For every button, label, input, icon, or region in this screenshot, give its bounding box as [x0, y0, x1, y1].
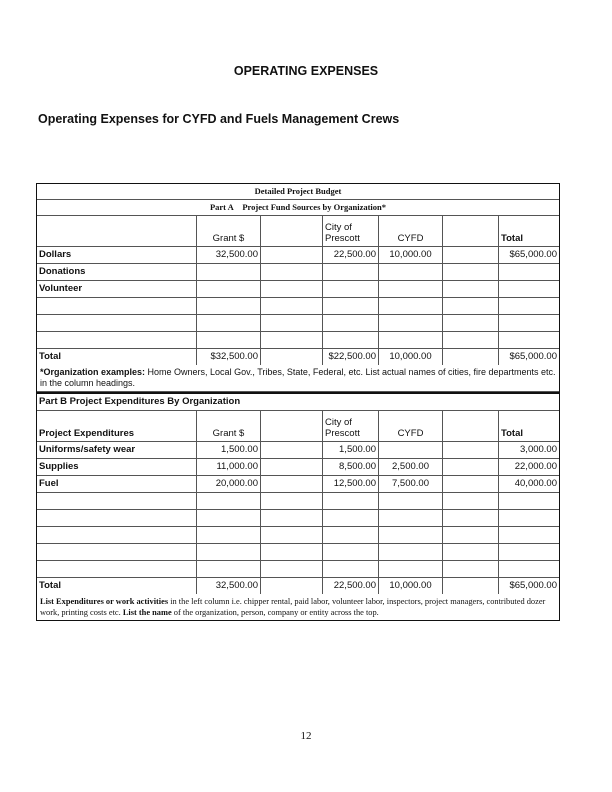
part-b-cell	[197, 561, 261, 577]
part-b-cell: 40,000.00	[514, 478, 557, 489]
part-a-cell	[443, 298, 499, 314]
part-a-cell	[443, 264, 499, 280]
part-b-row	[37, 527, 559, 544]
part-b-cell	[443, 578, 499, 594]
part-a-row	[37, 298, 559, 315]
part-b-cell	[443, 544, 499, 560]
part-a-label: Part A	[209, 202, 234, 212]
part-a-cell: $65,000.00	[509, 249, 557, 260]
part-b-cell	[443, 459, 499, 475]
section-heading: Operating Expenses for CYFD and Fuels Management Crews	[38, 112, 400, 126]
part-b-row-label: Total	[37, 578, 197, 594]
part-b-row-label: Supplies	[37, 459, 197, 475]
part-b-row	[37, 578, 559, 594]
part-a-cell	[443, 281, 499, 297]
part-b-cell: 22,000.00	[514, 461, 557, 472]
part-a-col-header-6: Total	[501, 233, 523, 244]
part-b-cell: 7,500.00	[379, 476, 443, 492]
part-b-cell	[261, 578, 323, 594]
part-a-cell	[261, 315, 323, 331]
part-b-cell	[261, 561, 323, 577]
part-b-cell	[443, 493, 499, 509]
part-a-row-label	[37, 332, 197, 348]
part-a-row-label: Total	[37, 349, 197, 365]
part-b-cell: $65,000.00	[509, 580, 557, 591]
part-b-cell	[443, 561, 499, 577]
part-a-cell	[499, 315, 559, 331]
part-a-cell	[379, 315, 443, 331]
part-a-row	[37, 349, 559, 365]
part-b-note-row	[37, 594, 559, 620]
part-a-note-text: Home Owners, Local Gov., Tribes, State, Federal, etc. List actual names of cities, fire departments etc. in the column headings.	[40, 367, 556, 388]
part-a-col-header-5	[443, 216, 499, 246]
part-b-cell	[323, 544, 379, 560]
part-b-cell	[323, 561, 379, 577]
part-a-cell	[379, 281, 443, 297]
part-a-cell	[261, 247, 323, 263]
part-b-cell: 32,500.00	[197, 578, 261, 594]
part-a-cell	[197, 298, 261, 314]
part-a-note	[37, 365, 559, 391]
part-b-cell	[261, 527, 323, 543]
part-b-cell	[443, 527, 499, 543]
part-a-cell	[379, 332, 443, 348]
part-b-title: Part B Project Expenditures By Organization	[39, 396, 241, 407]
part-b-cell	[379, 493, 443, 509]
part-b-cell	[197, 510, 261, 526]
part-b-cell	[499, 493, 559, 509]
part-b-cell	[379, 561, 443, 577]
part-a-title-row	[37, 200, 559, 216]
part-b-cell	[499, 544, 559, 560]
part-a-note-row	[37, 365, 559, 392]
part-a-cell: $65,000.00	[509, 351, 557, 362]
part-b-col-header-6: Total	[501, 428, 523, 439]
part-b-row	[37, 442, 559, 459]
part-a-row	[37, 315, 559, 332]
part-b-cell	[261, 510, 323, 526]
part-a-cell	[197, 332, 261, 348]
part-b-cell	[323, 527, 379, 543]
part-b-cell: 1,500.00	[197, 442, 261, 458]
part-b-cell: 8,500.00	[323, 459, 379, 475]
part-a-cell: 10,000.00	[379, 247, 443, 263]
part-b-cell: 11,000.00	[197, 459, 261, 475]
part-b-note-text-2: of the organization, person, company or entity across the top.	[171, 608, 379, 617]
part-b-cell	[443, 510, 499, 526]
part-a-row-label: Donations	[37, 264, 197, 280]
part-b-cell: 12,500.00	[323, 476, 379, 492]
part-b-note-text-1: in the left column i.e. chipper rental, paid labor, volunteer labor, inspectors, project managers, contributed dozer work, printing costs etc.	[40, 597, 546, 617]
part-b-cell	[379, 442, 443, 458]
part-b-col-header-3: City of Prescott	[323, 411, 379, 441]
part-a-note-bold: *Organization examples:	[40, 367, 146, 377]
part-b-cell	[499, 561, 559, 577]
part-b-cell	[197, 544, 261, 560]
part-b-col-header-0: Project Expenditures	[37, 411, 197, 441]
part-a-row	[37, 264, 559, 281]
part-b-row-label: Fuel	[37, 476, 197, 492]
part-a-cell	[443, 332, 499, 348]
part-b-col-header-2	[261, 411, 323, 441]
part-a-cell	[261, 281, 323, 297]
part-a-col-header-0	[37, 216, 197, 246]
part-b-cell: 20,000.00	[197, 476, 261, 492]
part-b-cell	[379, 527, 443, 543]
part-a-cell: 22,500.00	[323, 247, 379, 263]
part-a-cell	[379, 264, 443, 280]
part-b-row-label	[37, 561, 197, 577]
part-a-heading: Project Fund Sources by Organization*	[242, 202, 387, 212]
part-a-col-header-3: City of Prescott	[323, 216, 379, 246]
part-b-cell: 10,000.00	[379, 578, 443, 594]
part-a-cell	[197, 281, 261, 297]
part-a-cell	[499, 264, 559, 280]
part-b-cell	[197, 527, 261, 543]
part-b-cell	[323, 510, 379, 526]
part-b-cell	[261, 493, 323, 509]
part-a-col-header-4: CYFD	[379, 216, 443, 246]
part-a-cell	[499, 332, 559, 348]
part-b-cell	[443, 442, 499, 458]
part-b-row	[37, 510, 559, 527]
part-a-cell	[323, 315, 379, 331]
part-b-cell	[261, 544, 323, 560]
document-title: OPERATING EXPENSES	[233, 64, 379, 78]
part-b-row-label: Uniforms/safety wear	[37, 442, 197, 458]
part-a-cell	[323, 264, 379, 280]
part-a-rows	[37, 247, 559, 365]
part-a-cell	[323, 332, 379, 348]
part-b-cell	[499, 510, 559, 526]
part-a-cell: $32,500.00	[197, 349, 261, 365]
part-b-cell	[323, 493, 379, 509]
part-a-cell: $22,500.00	[323, 349, 379, 365]
part-a-cell	[197, 315, 261, 331]
part-a-col-header-1: Grant $	[197, 216, 261, 246]
part-b-cell	[379, 510, 443, 526]
part-b-cell	[443, 476, 499, 492]
part-a-cell	[261, 264, 323, 280]
part-b-row	[37, 561, 559, 578]
part-b-note	[37, 594, 559, 620]
part-b-row-label	[37, 527, 197, 543]
part-a-cell: 10,000.00	[379, 349, 443, 365]
part-b-row	[37, 459, 559, 476]
part-b-cell: 1,500.00	[323, 442, 379, 458]
part-b-cell: 3,000.00	[520, 444, 557, 455]
part-a-cell	[323, 281, 379, 297]
part-a-row-label	[37, 298, 197, 314]
part-b-cell	[261, 442, 323, 458]
part-b-row	[37, 476, 559, 493]
part-a-column-headers	[37, 216, 559, 247]
part-b-cell	[379, 544, 443, 560]
part-a-cell	[443, 349, 499, 365]
part-a-row-label	[37, 315, 197, 331]
part-b-row-label	[37, 493, 197, 509]
part-b-col-header-5	[443, 411, 499, 441]
part-b-cell	[261, 459, 323, 475]
part-a-title	[37, 200, 559, 215]
part-a-cell: 32,500.00	[197, 247, 261, 263]
part-a-col-header-2	[261, 216, 323, 246]
part-b-col-header-1: Grant $	[197, 411, 261, 441]
part-a-row-label: Volunteer	[37, 281, 197, 297]
part-b-col-header-4: CYFD	[379, 411, 443, 441]
part-a-cell	[261, 332, 323, 348]
part-a-cell	[499, 298, 559, 314]
banner-title: Detailed Project Budget	[254, 186, 342, 196]
part-b-note-bold-2: List the name	[122, 608, 172, 617]
part-a-row	[37, 247, 559, 264]
part-a-cell	[323, 298, 379, 314]
part-b-cell	[261, 476, 323, 492]
part-b-rows	[37, 442, 559, 594]
part-a-row	[37, 281, 559, 298]
part-b-cell	[197, 493, 261, 509]
part-a-row-label: Dollars	[37, 247, 197, 263]
part-b-row-label	[37, 510, 197, 526]
part-a-cell	[443, 315, 499, 331]
part-b-title-row	[37, 392, 559, 411]
part-a-cell	[261, 349, 323, 365]
part-a-cell	[499, 281, 559, 297]
part-b-row	[37, 493, 559, 510]
part-b-cell: 2,500.00	[379, 459, 443, 475]
part-b-row	[37, 544, 559, 561]
part-b-cell	[499, 527, 559, 543]
part-b-note-bold-1: List Expenditures or work activities	[40, 597, 169, 606]
page-number: 12	[300, 730, 312, 742]
part-a-cell	[261, 298, 323, 314]
part-b-column-headers	[37, 411, 559, 442]
part-a-cell	[379, 298, 443, 314]
part-a-cell	[197, 264, 261, 280]
part-a-cell	[443, 247, 499, 263]
banner-row	[37, 184, 559, 200]
part-b-cell: 22,500.00	[323, 578, 379, 594]
part-a-row	[37, 332, 559, 349]
budget-table	[36, 183, 560, 621]
part-b-row-label	[37, 544, 197, 560]
